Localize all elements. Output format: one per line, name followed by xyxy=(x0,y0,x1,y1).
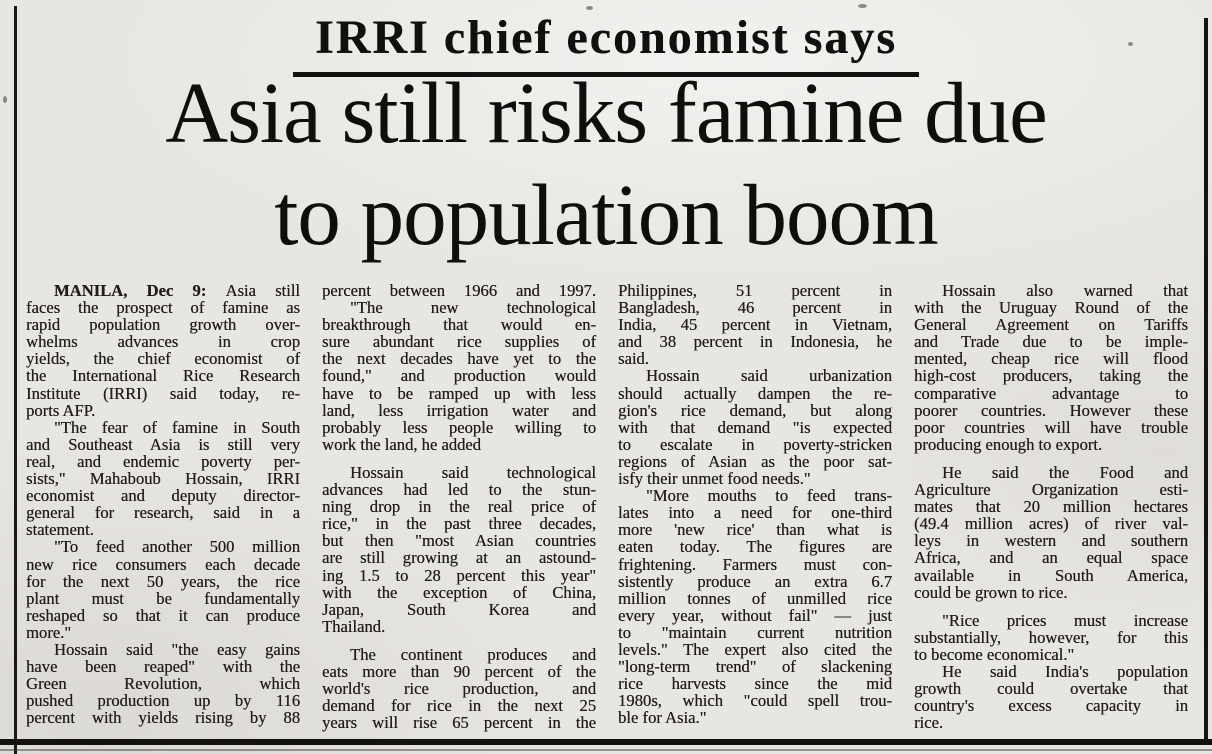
body-line: comparative advantage to xyxy=(914,383,1188,403)
body-line: ble for Asia." xyxy=(618,708,707,728)
body-line: He said India's population xyxy=(942,661,1188,681)
body-line: "long-term trend" of slackening xyxy=(618,657,892,677)
body-line: MANILA, Dec 9: Asia still xyxy=(54,281,300,300)
body-line: regions of Asian as the poor sat- xyxy=(618,451,892,471)
paragraph xyxy=(26,282,300,419)
body-line: mented, cheap rice will flood xyxy=(914,349,1188,369)
body-line: Japan, South Korea and xyxy=(322,599,596,619)
body-line: India, 45 percent in Vietnam, xyxy=(618,315,892,335)
paragraph xyxy=(322,299,596,453)
paragraph xyxy=(618,282,892,367)
body-line: growth could overtake that xyxy=(914,679,1188,699)
body-line: Hossain also warned that xyxy=(942,281,1188,300)
body-line: Bangladesh, 46 percent in xyxy=(618,298,892,318)
body-line: work the land, he added xyxy=(322,434,481,454)
body-line: "The new technological xyxy=(350,298,596,318)
body-line: The continent produces and xyxy=(350,644,596,664)
body-line: million tonnes of unmilled rice xyxy=(618,588,892,608)
body-line: years will rise 65 percent in the xyxy=(322,713,596,733)
body-line: Green Revolution, which xyxy=(26,674,300,694)
paragraph xyxy=(618,487,892,726)
scan-speck xyxy=(858,4,867,8)
body-line: lates into a need for one-third xyxy=(618,503,892,523)
body-line: new rice consumers each decade xyxy=(26,554,300,574)
body-line: sists," Mahaboub Hossain, IRRI xyxy=(26,469,300,489)
paragraph xyxy=(26,538,300,641)
body-line: Hossain said "the easy gains xyxy=(54,639,300,659)
article-column-2 xyxy=(322,282,596,731)
body-line: He said the Food and xyxy=(942,462,1188,482)
body-line: (49.4 million acres) of river val- xyxy=(914,514,1188,534)
body-line: pushed production up by 116 xyxy=(26,691,300,711)
paragraph xyxy=(914,663,1188,731)
body-line: rice harvests since the mid xyxy=(618,674,892,694)
body-line: Hossain said urbanization xyxy=(646,366,892,386)
main-headline xyxy=(0,62,1212,266)
paragraph xyxy=(322,282,596,299)
body-line: ning drop in the real price of xyxy=(322,497,596,517)
body-line: real, and endemic poverty per- xyxy=(26,451,300,471)
body-line: general for research, said in a xyxy=(26,503,300,523)
body-line: demand for rice in the next 25 xyxy=(322,696,596,716)
body-line: more 'new rice' than what is xyxy=(618,520,892,540)
body-line: with the exception of China, xyxy=(322,582,596,602)
body-line: yields, the chief economist of xyxy=(26,349,300,369)
body-line: to "maintain current nutrition xyxy=(618,622,892,642)
body-line: sistently produce an extra 6.7 xyxy=(618,571,892,591)
paragraph xyxy=(322,646,596,731)
body-line: Africa, and an equal space xyxy=(914,548,1188,568)
body-line: faces the prospect of famine as xyxy=(26,298,300,318)
body-line: 1980s, which "could spell trou- xyxy=(618,691,892,711)
body-line: eats more than 90 percent of the xyxy=(322,661,596,681)
body-line: eaten today. The figures are xyxy=(618,537,892,557)
paragraph xyxy=(26,641,300,726)
dateline: MANILA, Dec 9: xyxy=(54,281,226,300)
body-line: the International Rice Research xyxy=(26,366,300,386)
paragraph xyxy=(914,282,1188,453)
body-line: land, less irrigation water and xyxy=(322,400,596,420)
body-line: and Trade due to be imple- xyxy=(914,332,1188,352)
body-line: found," and production would xyxy=(322,366,596,386)
paragraph xyxy=(322,464,596,635)
body-line: gion's rice demand, but along xyxy=(618,400,892,420)
body-line: levels." The expert also cited the xyxy=(618,639,892,659)
body-line: the next decades have yet to the xyxy=(322,349,596,369)
body-line: isfy their unmet food needs." xyxy=(618,469,811,489)
paragraph xyxy=(618,367,892,487)
kicker-headline: IRRI chief economist says xyxy=(293,10,919,77)
body-line: ports AFP. xyxy=(26,400,96,420)
body-line: for the next 50 years, the rice xyxy=(26,571,300,591)
body-line: more." xyxy=(26,622,72,642)
article-column-1 xyxy=(26,282,300,731)
paragraph xyxy=(914,612,1188,663)
body-line: should actually dampen the re- xyxy=(618,383,892,403)
body-line: "Rice prices must increase xyxy=(942,610,1188,630)
body-line: Hossain said technological xyxy=(350,462,596,482)
body-line: available in South America, xyxy=(914,565,1188,585)
body-line: but then "most Asian countries xyxy=(322,531,596,551)
body-line: plant must be fundamentally xyxy=(26,588,300,608)
body-line: with the Uruguay Round of the xyxy=(914,298,1188,318)
body-line: Agriculture Organization esti- xyxy=(914,480,1188,500)
article-column-3 xyxy=(618,282,892,731)
body-line: to escalate in poverty-stricken xyxy=(618,434,892,454)
body-line: mates that 20 million hectares xyxy=(914,497,1188,517)
body-line: Philippines, 51 percent in xyxy=(618,281,892,300)
body-line: percent with yields rising by 88 xyxy=(26,708,300,728)
body-line: poorer countries. However these xyxy=(914,400,1188,420)
body-line: General Agreement on Tariffs xyxy=(914,315,1188,335)
bottom-border-rule xyxy=(0,739,1212,745)
body-line: breakthrough that would en- xyxy=(322,315,596,335)
body-line: have to be ramped up with less xyxy=(322,383,596,403)
article-columns xyxy=(26,282,1190,731)
body-line: probably less people willing to xyxy=(322,417,596,437)
body-line: rice," in the past three decades, xyxy=(322,514,596,534)
body-line: world's rice production, and xyxy=(322,679,596,699)
paragraph xyxy=(914,464,1188,601)
body-line: and Southeast Asia is still very xyxy=(26,434,300,454)
paragraph xyxy=(26,419,300,539)
body-line: "The fear of famine in South xyxy=(54,417,300,437)
bottom-border-rule-thin xyxy=(0,749,1212,751)
body-line: producing enough to export. xyxy=(914,434,1103,454)
article-column-4 xyxy=(914,282,1188,731)
body-line: rapid population growth over- xyxy=(26,315,300,335)
body-line: Thailand. xyxy=(322,616,386,636)
body-line: ing 1.5 to 28 percent this year" xyxy=(322,565,596,585)
body-line: "To feed another 500 million xyxy=(54,537,300,557)
body-line: Institute (IRRI) said today, re- xyxy=(26,383,300,403)
body-line: every year, without fail" — just xyxy=(618,605,892,625)
body-line: and 38 percent in Indonesia, he xyxy=(618,332,892,352)
body-line: advances had led to the stun- xyxy=(322,480,596,500)
body-line: substantially, however, for this xyxy=(914,627,1188,647)
body-line: statement. xyxy=(26,520,94,540)
body-line: frightening. Farmers must con- xyxy=(618,554,892,574)
headline-line-1: Asia still risks famine due xyxy=(165,64,1047,161)
headline-line-2: to population boom xyxy=(274,166,938,263)
body-line: said. xyxy=(618,349,649,369)
body-line: percent between 1966 and 1997. xyxy=(322,281,596,300)
body-line: with that demand "is expected xyxy=(618,417,892,437)
body-line: country's excess capacity in xyxy=(914,696,1188,716)
body-line: economist and deputy director- xyxy=(26,486,300,506)
body-line: have been reaped" with the xyxy=(26,657,300,677)
body-line: are still growing at an astound- xyxy=(322,548,596,568)
body-line: leys in western and southern xyxy=(914,531,1188,551)
body-line: to become economical." xyxy=(914,644,1075,664)
body-line: reshaped so that it can produce xyxy=(26,605,300,625)
body-line: "More mouths to feed trans- xyxy=(646,486,892,506)
body-line: whelms advances in crop xyxy=(26,332,300,352)
body-line: rice. xyxy=(914,713,944,733)
body-line: poor countries will have trouble xyxy=(914,417,1188,437)
body-line: high-cost producers, taking the xyxy=(914,366,1188,386)
body-line: sure abundant rice supplies of xyxy=(322,332,596,352)
body-line: could be grown to rice. xyxy=(914,582,1068,602)
